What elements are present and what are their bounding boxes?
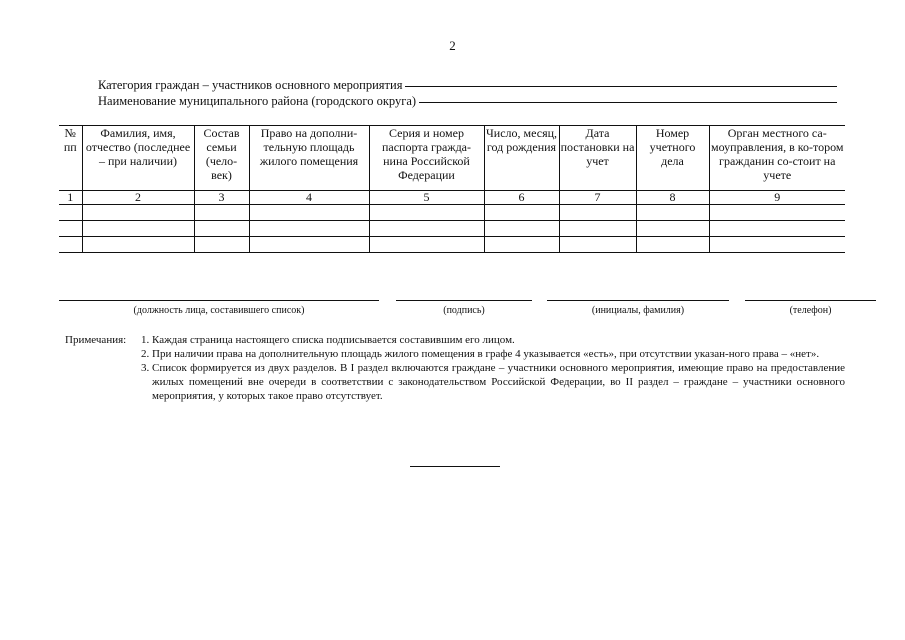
note-text: Список формируется из двух разделов. В I раздел включаются граждане – участники основного мероприятия, имеющие право на предоставление жилых помещений вне очереди в соответствии с законодательством Российской Федерации, во II раздел – граждане – участники основного мероприятия, у которых такое право отсутствует. (152, 362, 845, 402)
col-header-3: Состав семьи (чело-век) (194, 126, 249, 191)
note-number: 2. (141, 348, 150, 360)
table-cell[interactable] (59, 221, 82, 237)
col-number: 1 (59, 191, 82, 205)
table-cell[interactable] (559, 221, 636, 237)
table-cell[interactable] (709, 205, 845, 221)
col-header-9: Орган местного са-моуправления, в ко-тором гражданин со-стоит на учете (709, 126, 845, 191)
table-cell[interactable] (82, 237, 194, 253)
position-signature-line[interactable] (59, 300, 379, 301)
district-line (98, 94, 837, 109)
table-cell[interactable] (369, 205, 484, 221)
col-header-5: Серия и номер паспорта гражда-нина Российской Федерации (369, 126, 484, 191)
table-cell[interactable] (194, 205, 249, 221)
registry-table (59, 125, 845, 253)
table-cell[interactable] (249, 221, 369, 237)
name-signature-line[interactable] (547, 300, 729, 301)
notes-heading: Примечания: (65, 334, 127, 346)
table-cell[interactable] (59, 237, 82, 253)
phone-caption: (телефон) (789, 305, 832, 316)
col-number: 2 (82, 191, 194, 205)
phone-signature-line[interactable] (745, 300, 876, 301)
col-number: 3 (194, 191, 249, 205)
col-number: 9 (709, 191, 845, 205)
col-number: 6 (484, 191, 559, 205)
col-number: 8 (636, 191, 709, 205)
col-header-2: Фамилия, имя, отчество (последнее – при наличии) (82, 126, 194, 191)
table-cell[interactable] (709, 237, 845, 253)
category-blank-field[interactable] (405, 85, 837, 87)
district-blank-field[interactable] (419, 101, 837, 103)
col-number: 7 (559, 191, 636, 205)
table-row (59, 237, 845, 253)
table-cell[interactable] (369, 237, 484, 253)
page-number: 2 (449, 38, 456, 53)
col-header-8: Номер учетного дела (636, 126, 709, 191)
table-cell[interactable] (194, 221, 249, 237)
col-number: 4 (249, 191, 369, 205)
table-cell[interactable] (559, 237, 636, 253)
note-text: Каждая страница настоящего списка подписывается составившим его лицом. (152, 334, 515, 346)
notes-section (65, 333, 845, 403)
signature-line[interactable] (396, 300, 532, 301)
table-row (59, 221, 845, 237)
category-label: Категория граждан – участников основного мероприятия (98, 78, 403, 92)
table-cell[interactable] (484, 205, 559, 221)
table-cell[interactable] (709, 221, 845, 237)
name-caption: (инициалы, фамилия) (591, 305, 685, 316)
table-cell[interactable] (484, 237, 559, 253)
end-rule (410, 466, 500, 467)
signature-caption: (подпись) (443, 305, 485, 316)
note-number: 3. (141, 362, 150, 374)
note-item (65, 347, 845, 361)
note-item (65, 361, 845, 403)
col-header-1: № пп (59, 126, 82, 191)
table-cell[interactable] (636, 237, 709, 253)
category-line (98, 78, 837, 93)
table-cell[interactable] (194, 237, 249, 253)
table-header-row (59, 126, 845, 191)
table-cell[interactable] (559, 205, 636, 221)
position-caption: (должность лица, составившего список) (133, 305, 305, 316)
col-header-7: Дата постановки на учет (559, 126, 636, 191)
table-cell[interactable] (636, 221, 709, 237)
column-number-row (59, 191, 845, 205)
table-cell[interactable] (82, 221, 194, 237)
note-item (65, 333, 845, 347)
table-row (59, 205, 845, 221)
col-number: 5 (369, 191, 484, 205)
col-header-6: Число, месяц, год рождения (484, 126, 559, 191)
table-cell[interactable] (59, 205, 82, 221)
table-cell[interactable] (249, 237, 369, 253)
table-cell[interactable] (636, 205, 709, 221)
district-label: Наименование муниципального района (городского округа) (98, 94, 417, 108)
table-cell[interactable] (82, 205, 194, 221)
col-header-4: Право на дополни-тельную площадь жилого помещения (249, 126, 369, 191)
table-cell[interactable] (484, 221, 559, 237)
note-text: При наличии права на дополнительную площадь жилого помещения в графе 4 указывается «есть», при отсутствии указан-ного права – «нет». (152, 348, 820, 360)
table-cell[interactable] (249, 205, 369, 221)
table-cell[interactable] (369, 221, 484, 237)
note-number: 1. (141, 334, 150, 346)
